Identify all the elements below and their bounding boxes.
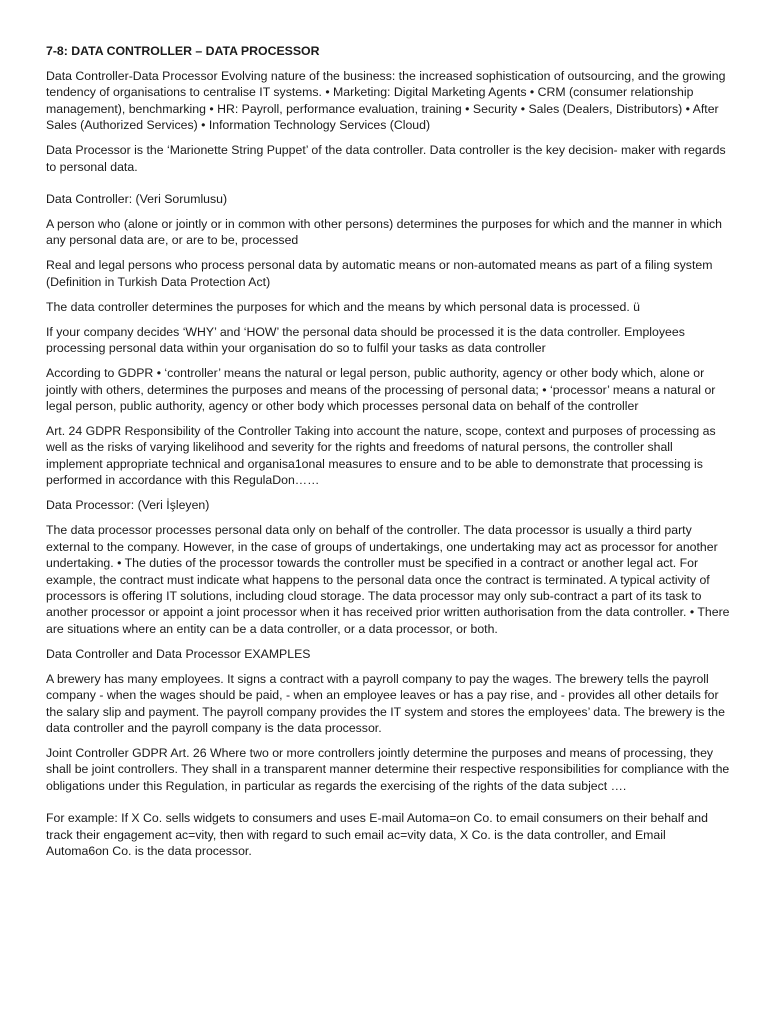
paragraph-art-24: Art. 24 GDPR Responsibility of the Controller Taking into account the nature, scope, context and purposes of processing as well as the risks of varying likelihood and severity for the rights and freedoms of natural persons, the controller shall implement appropriate technical and organisa1onal measures to ensure and to be able to demonstrate that processing is performed in accordance with this RegulaDon…… [46, 424, 716, 488]
document-title: 7-8: DATA CONTROLLER – DATA PROCESSOR [46, 44, 320, 58]
paragraph-email-example: For example: If X Co. sells widgets to consumers and uses E-mail Automa=on Co. to email consumers on their behalf and track their engagement ac=vity, then with regard to such email ac=vity data, X Co. is the data controller, and Email Automa6on Co. is the data processor. [46, 811, 708, 858]
heading-data-controller: Data Controller: (Veri Sorumlusu) [46, 192, 228, 207]
paragraph-controller-determines: The data controller determines the purposes for which and the means by which personal data is processed. ü [46, 299, 640, 314]
paragraph-intro: Data Controller-Data Processor Evolving nature of the business: the increased sophistication of outsourcing, and the growing tendency of organisations to centralise IT systems. • Marketing: Digital Marketing Agents • CRM (consumer relationship management), benchmarking • HR: Payroll, performance evaluation, training • Security • Sales (Dealers, Distributors) • After Sales (Authorized Services) • Information Technology Services (Cloud) [46, 69, 726, 133]
paragraph-marionette: Data Processor is the ‘Marionette String Puppet’ of the data controller. Data controller is the key decision- maker with regards to personal data. [46, 143, 726, 174]
heading-examples: Data Controller and Data Processor EXAMPLES [46, 646, 311, 661]
paragraph-brewery-example: A brewery has many employees. It signs a contract with a payroll company to pay the wages. The brewery tells the payroll company - when the wages should be paid, - when an employee leaves or has a pay rise, and - provides all other details for the salary slip and payment. The payroll company provides the IT system and stores the employees’ data. The brewery is the data controller and the payroll company is the data processor. [46, 671, 725, 735]
paragraph-processor-description: The data processor processes personal data only on behalf of the controller. The data processor is usually a third party external to the company. However, in the case of groups of undertakings, one undertaking may act as processor for another undertaking. • The duties of the processor towards the controller must be specified in a contract or another legal act. For example, the contract must indicate what happens to the personal data once the contract is terminated. A typical activity of processors is offering IT solutions, including cloud storage. The data processor may only sub-contract a part of its task to another processor or appoint a joint processor when it has received prior written authorisation from the data controller. • There are situations where an entity can be a data controller, or a data processor, or both. [46, 523, 730, 636]
document-page [46, 36, 730, 868]
paragraph-controller-definition: A person who (alone or jointly or in common with other persons) determines the purposes for which and the manner in which any personal data are, or are to be, processed [46, 217, 722, 248]
paragraph-gdpr-definitions: According to GDPR • ‘controller’ means the natural or legal person, public authority, agency or other body which, alone or jointly with others, determines the purposes and means of the processing of personal data; • ‘processor’ means a natural or legal person, public authority, agency or other body which processes personal data on behalf of the controller [46, 366, 716, 414]
paragraph-real-legal-persons: Real and legal persons who process personal data by automatic means or non-automated means as part of a filing system (Definition in Turkish Data Protection Act) [46, 258, 713, 289]
paragraph-joint-controller: Joint Controller GDPR Art. 26 Where two or more controllers jointly determine the purposes and means of processing, they shall be joint controllers. They shall in a transparent manner determine their respective responsibilities for compliance with the obligations under this Regulation, in particular as regards the exercising of the rights of the data subject …. [46, 745, 730, 793]
heading-data-processor: Data Processor: (Veri İşleyen) [46, 498, 210, 513]
paragraph-why-how: If your company decides ‘WHY’ and ‘HOW’ the personal data should be processed it is the data controller. Employees processing personal data within your organisation do so to fulfil your tasks as data controller [46, 324, 685, 356]
